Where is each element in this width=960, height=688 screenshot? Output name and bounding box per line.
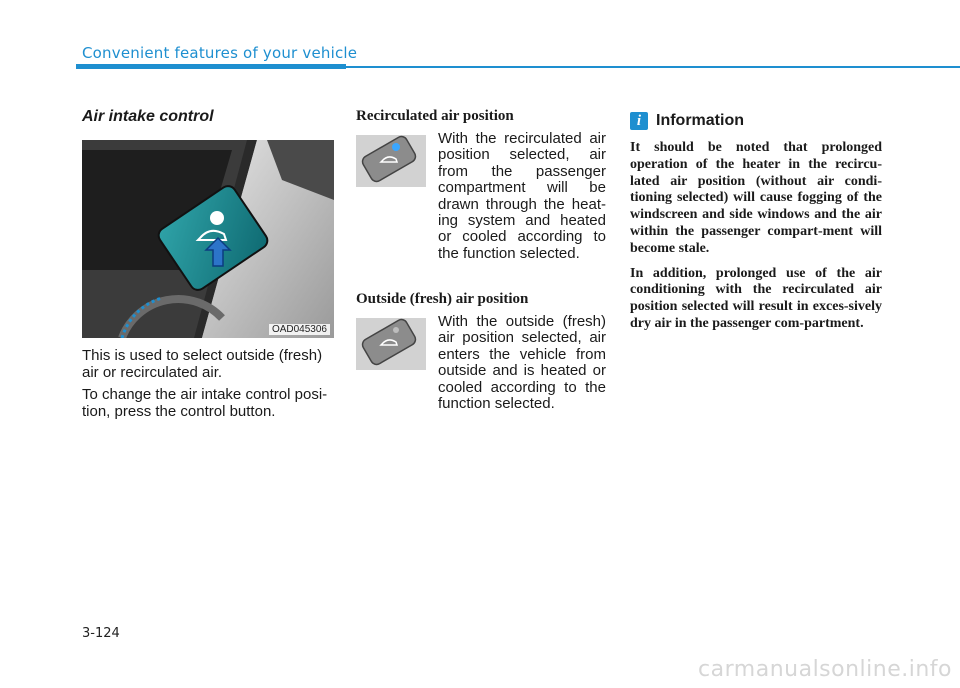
info-paragraph-2: In addition, prolonged use of the air conditioning with the recirculated air position selected will result in exces-sively dry air in the passenger com-partment. <box>630 265 882 331</box>
outside-description: With the outside (fresh) air position selected, air enters the vehicle from outside and is heated or cooled according to the function selected. <box>438 313 606 413</box>
watermark: carmanualsonline.info <box>698 657 952 682</box>
info-icon: i <box>630 112 648 130</box>
recirculated-block <box>356 131 606 291</box>
recirculated-heading: Recirculated air position <box>356 108 514 124</box>
left-column <box>82 108 334 420</box>
figure-code: OAD045306 <box>269 324 330 335</box>
recirculated-button-image <box>356 135 426 187</box>
air-intake-figure <box>82 140 334 338</box>
outside-heading: Outside (fresh) air position <box>356 291 529 307</box>
info-paragraph-1: It should be noted that prolonged operation of the heater in the recircu-lated air position (without air condi-tioning selected) will cause fogging of the windscreen and side windows and the air within the passenger compart-ment will become stale. <box>630 140 882 256</box>
info-header <box>630 112 882 130</box>
intro-paragraph: This is used to select outside (fresh) air or recirculated air. <box>82 347 323 381</box>
info-title: Information <box>656 112 744 129</box>
outside-button-image <box>356 318 426 370</box>
header-rule <box>76 64 346 69</box>
header-rule-line <box>346 66 960 68</box>
section-title: Air intake control <box>82 108 214 125</box>
middle-column <box>356 108 606 474</box>
page-number: 3-124 <box>82 626 120 641</box>
dashboard-illustration <box>82 140 334 338</box>
header-title: Convenient features of your vehicle <box>82 44 358 62</box>
info-column <box>630 108 882 341</box>
instruction-paragraph: To change the air intake control posi-tion, press the control button. <box>82 386 328 420</box>
outside-block <box>356 314 606 474</box>
recirculated-description: With the recirculated air position selected, air from the passenger compartment will be drawn through the heat-ing system and heated or cooled according to the function selected. <box>438 130 606 262</box>
